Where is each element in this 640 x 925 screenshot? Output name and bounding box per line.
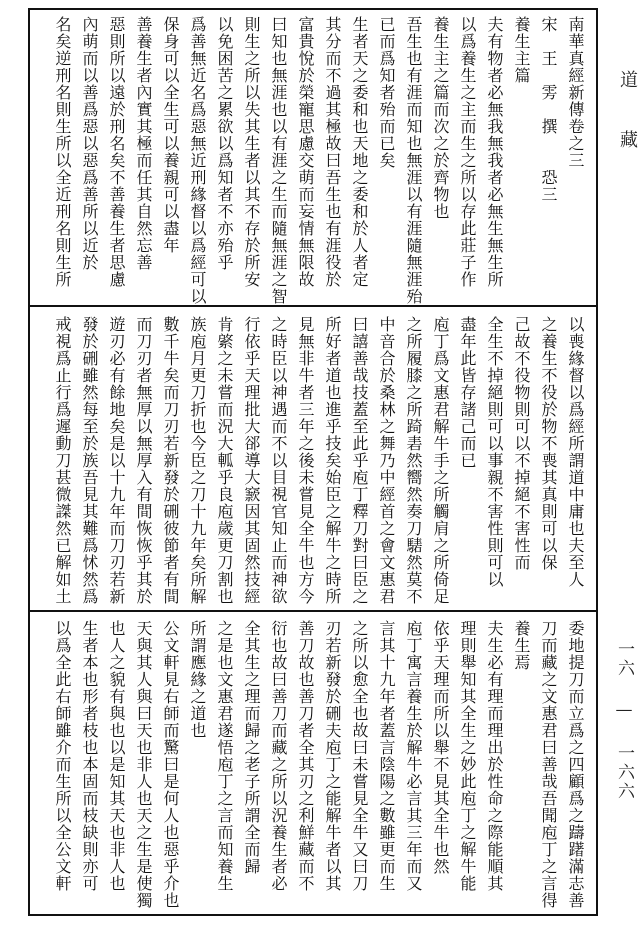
top-text-column: 其分而不過其極故曰吾生也有涯役於	[323, 16, 342, 288]
top-text-column: 已而爲知者殆而已矣	[377, 16, 396, 169]
top-text-column: 宋 王 雱 撰 恐三	[539, 16, 558, 203]
top-text-column: 養生主之篇而次之於齊物也	[431, 16, 450, 220]
middle-text-column: 之養生不役於物不喪其真則可以保	[539, 316, 558, 571]
top-text-column: 吾生也有涯而知也無涯以有涯隨無涯殆	[404, 16, 423, 305]
middle-text-column: 行依乎天理批大郤導大窾因其固然技經	[242, 316, 261, 605]
bottom-text-column: 生者本也形者枝也本固而枝缺則亦可	[80, 620, 99, 892]
middle-text-column: 見無非牛者三年之後未嘗見全牛也方今	[296, 316, 315, 605]
top-text-column: 惡則所以遠於刑名矣不善養生者思慮	[107, 16, 126, 288]
top-text-column: 以爲養生之主而生之所以存此莊子作	[458, 16, 477, 288]
panel-divider-1	[28, 305, 598, 307]
top-text-column: 以免困苦之累欲以爲知者不亦殆乎	[215, 16, 234, 271]
middle-text-column: 所好者道也進乎技矣始臣之解牛之時所	[323, 316, 342, 605]
top-text-column: 內萌而以善爲惡以惡爲善所以近於	[80, 16, 99, 271]
middle-text-column: 庖丁爲文惠君解牛手之所觸肩之所倚足	[431, 316, 450, 605]
bottom-text-column: 言其十九年者蓋言陰陽之數雖更而生	[377, 620, 396, 892]
bottom-text-column: 養生焉	[512, 620, 531, 671]
bottom-text-column: 委地提刀而立爲之四顧爲之躊躇滿志善	[566, 620, 585, 909]
bottom-text-column: 善刀故也善刀者全其刃之利鮮藏而不	[296, 620, 315, 892]
bottom-text-column: 天與其人與曰天也非人也天之生是使獨	[134, 620, 153, 909]
bottom-text-column: 之所以愈全也故曰未嘗見全牛又曰刀	[350, 620, 369, 892]
middle-text-column: 之時臣以神遇而不以目視官知止而神欲	[269, 316, 288, 605]
bottom-text-column: 衍也故曰善刀而藏之所以況養生者必	[269, 620, 288, 892]
top-text-column: 曰知也無涯也以有涯之生而隨無涯之智	[269, 16, 288, 305]
middle-text-column: 族庖月更刀折也今臣之刀十九年矣所解	[188, 316, 207, 605]
middle-text-column: 發於硎雖然每至於族吾見其難爲怵然爲	[80, 316, 99, 605]
middle-text-column: 而刀刃者無厚以無厚入有間恢恢乎其於	[134, 316, 153, 605]
section-mark: 藏	[617, 130, 638, 148]
top-text-column: 保身可以全生可以養親可以盡年	[161, 16, 180, 254]
top-text-column: 富貴悅於榮寵思慮交萌而妄情無限故	[296, 16, 315, 288]
bottom-text-column: 之是也文惠君遂悟庖丁之言而知養生	[215, 620, 234, 892]
bottom-text-column: 理則舉知其全生之妙此庖丁之解牛能	[458, 620, 477, 892]
page-code: 一六 — 一六六	[614, 640, 634, 801]
bottom-text-column: 公文軒見右師而驚曰是何人也惡乎介也	[161, 620, 180, 909]
middle-text-column: 數千牛矣而刀刃若新發於硎彼節者有間	[161, 316, 180, 605]
middle-text-column: 以喪緣督以爲經所謂道中庸也夫至人	[566, 316, 585, 588]
bottom-text-column: 庖丁寓言養生於解牛必言其三年而又	[404, 620, 423, 892]
middle-text-column: 盡年此皆存諸己而已	[458, 316, 477, 469]
collection-mark: 道	[617, 70, 638, 88]
middle-text-column: 之所履膝之所踦砉然嚮然奏刀騞然莫不	[404, 316, 423, 605]
top-text-column: 善養生者內實其極而任其自然忘善	[134, 16, 153, 271]
middle-text-column: 遊刃必有餘地矣是以十九年而刀刃若新	[107, 316, 126, 605]
middle-text-column: 全生不掉絕則可以事親不害性則可以	[485, 316, 504, 588]
top-text-column: 名矣逆刑名則生所以全近刑名則生所	[53, 16, 72, 288]
middle-text-column: 曰譆善哉技蓋至此乎庖丁釋刀對曰臣之	[350, 316, 369, 605]
bottom-text-column: 全其生之理而歸之老子所謂全而歸	[242, 620, 261, 875]
panel-divider-2	[28, 610, 598, 612]
bottom-text-column: 依乎天理而所以舉不見其全牛也然	[431, 620, 450, 875]
bottom-text-column: 夫生必有理而理出於性命之際能順其	[485, 620, 504, 892]
top-text-column: 南華真經新傳卷之三	[566, 16, 585, 169]
top-text-column: 生者天之委和也天地之委和於人者定	[350, 16, 369, 288]
middle-text-column: 肯綮之未嘗而況大軱乎良庖歲更刀割也	[215, 316, 234, 605]
middle-text-column: 中音合於桑林之舞乃中經首之會文惠君	[377, 316, 396, 605]
top-text-column: 則生之所以失其生者以其不存於所安	[242, 16, 261, 288]
top-text-column: 夫有物者必無我無我者必無生無生所	[485, 16, 504, 288]
bottom-text-column: 以爲全此右師雖介而生所以全公文軒	[53, 620, 72, 892]
top-text-column: 爲善無近名爲惡無近刑緣督以爲經可以	[188, 16, 207, 305]
middle-text-column: 戒視爲止行爲遲動刀甚微謋然已解如土	[53, 316, 72, 605]
bottom-text-column: 所謂應緣之道也	[188, 620, 207, 739]
top-text-column: 養生主篇	[512, 16, 531, 84]
bottom-text-column: 刃若新發於硎夫庖丁之能解牛者以其	[323, 620, 342, 892]
bottom-text-column: 刀而藏之文惠君曰善哉吾聞庖丁之言得	[539, 620, 558, 909]
middle-text-column: 己故不役物則可以不掉絕不害性而	[512, 316, 531, 571]
bottom-text-column: 也人之貌有與也以是知其天也非人也	[107, 620, 126, 892]
